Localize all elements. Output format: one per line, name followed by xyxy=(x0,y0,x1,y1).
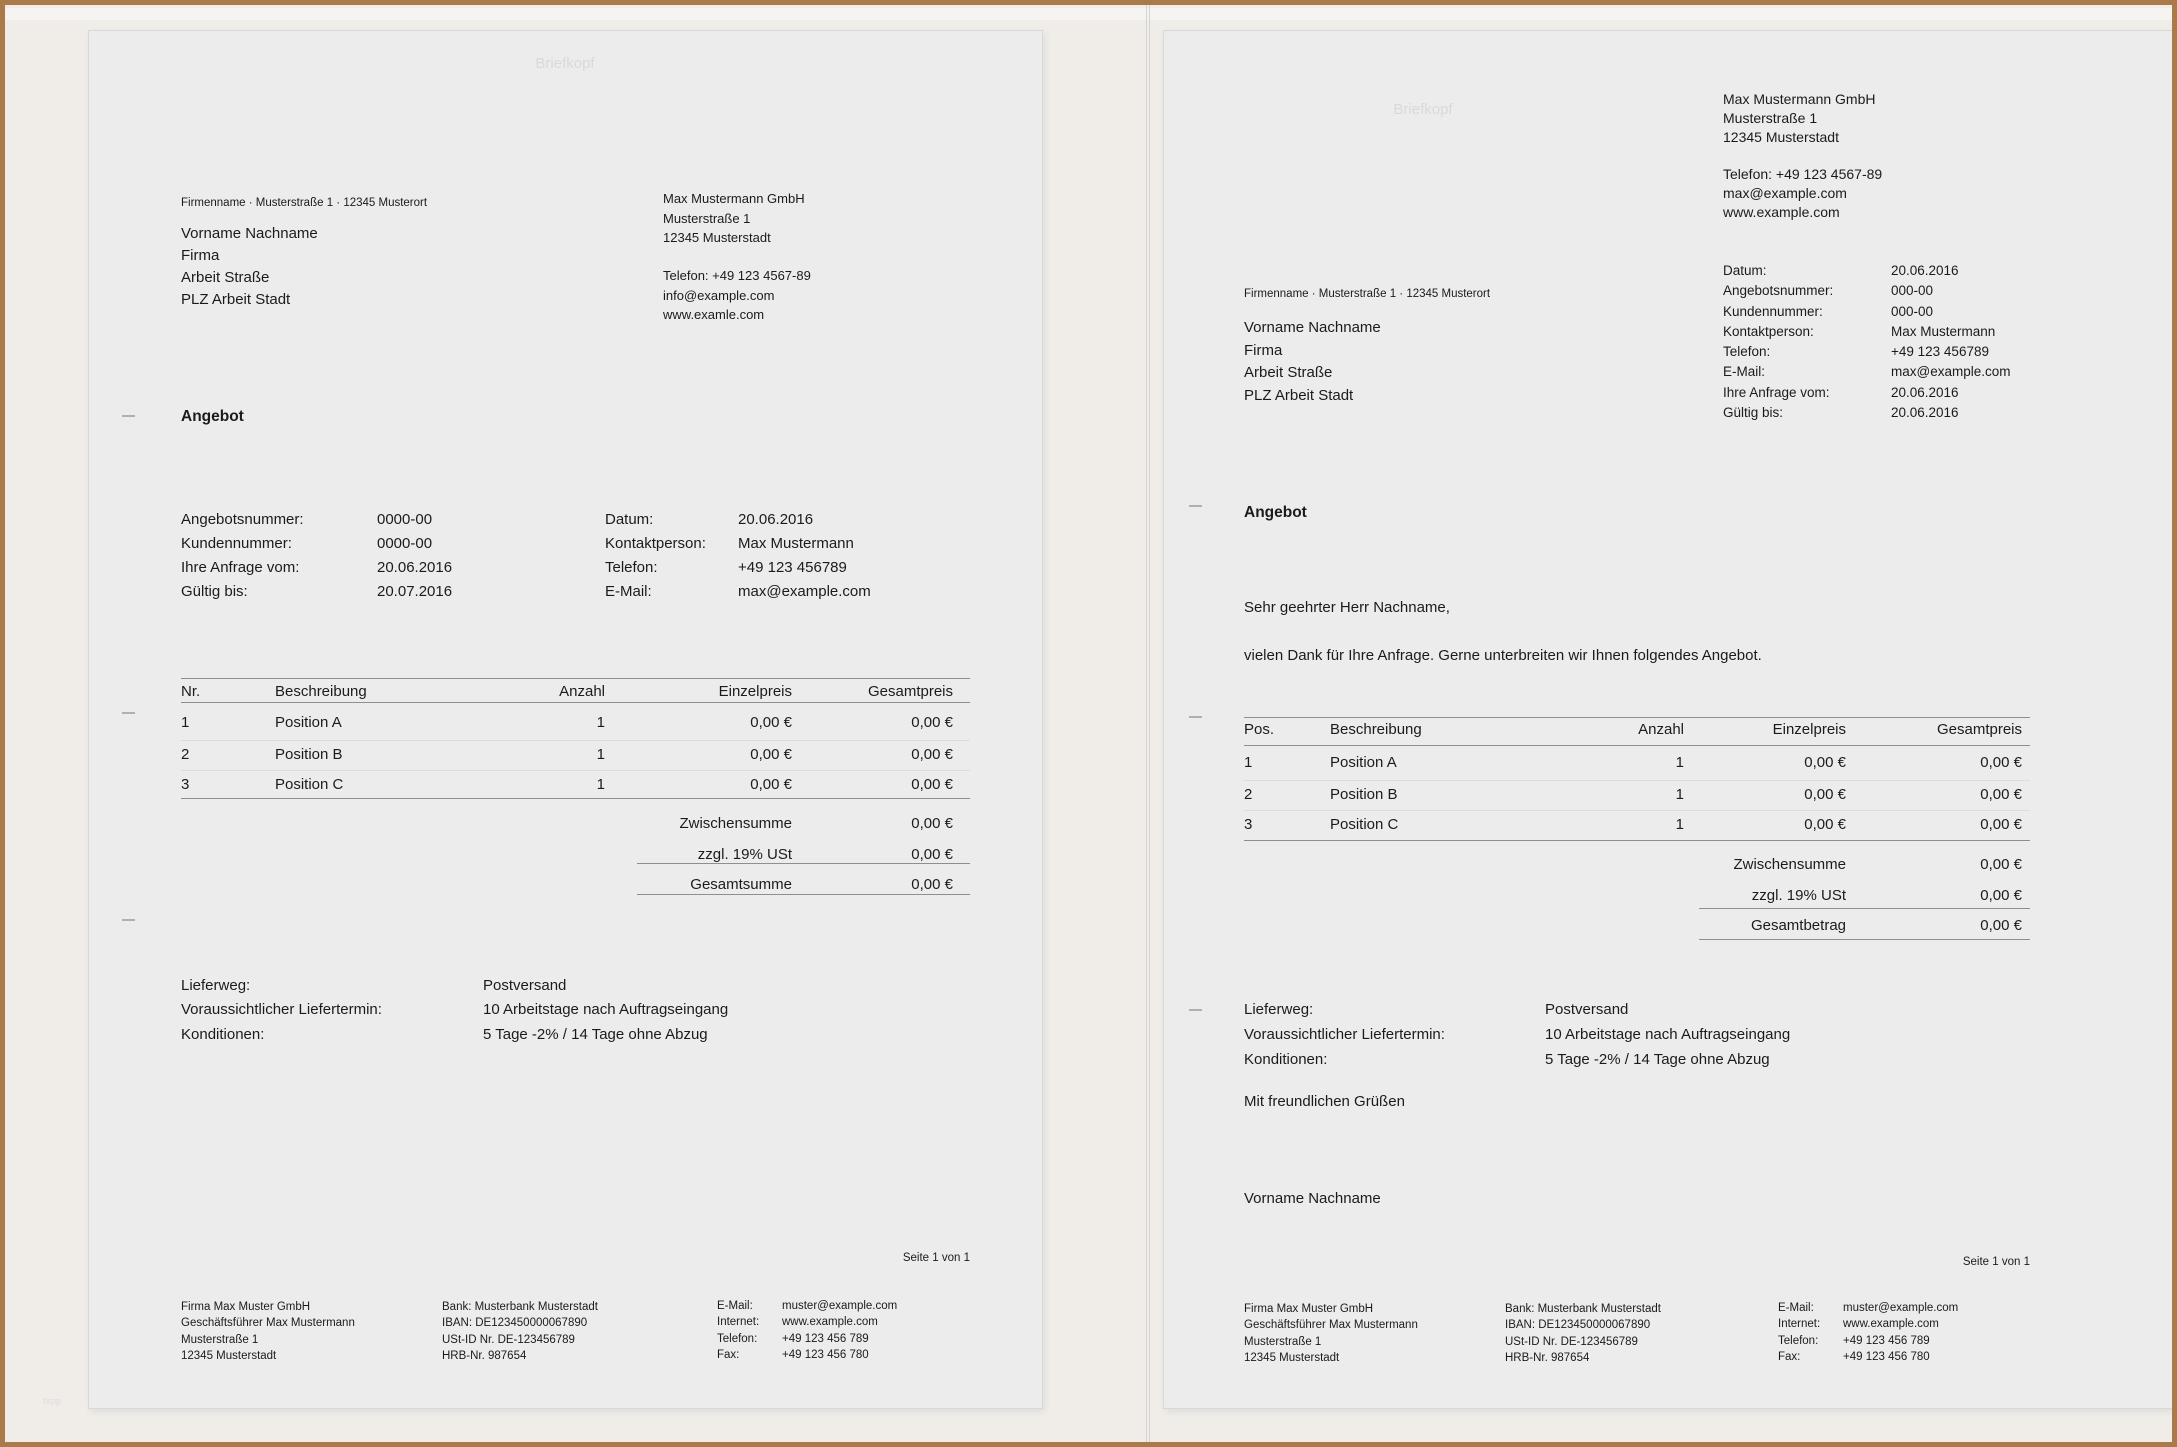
sender-return-line: Firmenname · Musterstraße 1 · 12345 Musterort xyxy=(1244,288,1491,300)
col-header-gesamtpreis: Gesamtpreis xyxy=(867,683,953,700)
items-table-header xyxy=(1244,721,2030,741)
footer-line: IBAN: DE123450000067890 xyxy=(1505,1319,1651,1332)
table-row xyxy=(181,770,970,801)
cell-einzelpreis: 0,00 € xyxy=(750,745,792,763)
delivery-row xyxy=(1244,1026,1944,1051)
recipient-line: Vorname Nachname xyxy=(1244,319,1381,336)
col-header-beschreibung: Beschreibung xyxy=(275,683,367,700)
totals-value: 0,00 € xyxy=(1980,886,2022,904)
meta-row xyxy=(181,511,601,535)
table-row xyxy=(1244,810,2030,841)
document-title: Angebot xyxy=(181,408,244,425)
signature-name: Vorname Nachname xyxy=(1244,1190,1381,1207)
meta-label: Angebotsnummer: xyxy=(1723,283,1834,299)
recipient-line: Vorname Nachname xyxy=(181,225,318,242)
footer-line: Firma Max Muster GmbH xyxy=(1244,1303,1374,1315)
recipient-line: PLZ Arbeit Stadt xyxy=(1244,386,1354,404)
meta-label: Kontaktperson: xyxy=(605,535,706,552)
company-contact-block xyxy=(1723,165,1882,222)
delivery-label: Voraussichtlicher Liefertermin: xyxy=(1244,1026,1445,1043)
meta-label: Gültig bis: xyxy=(1723,405,1784,421)
cell-anzahl: 1 xyxy=(596,776,605,794)
footer-line: Geschäftsführer Max Mustermann xyxy=(181,1317,355,1330)
col-header-anzahl: Anzahl xyxy=(559,683,605,700)
footer-contact-value: muster@example.com xyxy=(782,1300,898,1312)
totals-block xyxy=(1244,851,2030,943)
col-header-pos: Pos. xyxy=(1244,721,1275,738)
table-row xyxy=(1244,780,2030,811)
intro-text: vielen Dank für Ihre Anfrage. Gerne unterbreiten wir Ihnen folgendes Angebot. xyxy=(1244,647,1762,664)
fold-mark xyxy=(122,712,135,714)
meta-row xyxy=(1723,405,2123,425)
cell-anzahl: 1 xyxy=(1675,785,1684,803)
meta-value: Max Mustermann xyxy=(1891,323,1996,339)
footer-contact-row xyxy=(1778,1301,2058,1317)
recipient-block xyxy=(1244,317,1381,407)
meta-row xyxy=(1723,324,2123,344)
table-border xyxy=(1244,745,2030,746)
footer-line: USt-ID Nr. DE-123456789 xyxy=(442,1333,575,1346)
footer-contact-value: +49 123 456 789 xyxy=(1843,1334,1930,1347)
footer-contact-value: +49 123 456 780 xyxy=(782,1349,869,1362)
meta-row xyxy=(181,583,601,607)
closing-text: Mit freundlichen Grüßen xyxy=(1244,1093,1405,1110)
footer-contact-label: E-Mail: xyxy=(1778,1302,1814,1314)
cell-nr: 3 xyxy=(181,776,190,794)
cell-beschreibung: Position C xyxy=(275,776,344,794)
footer-line: HRB-Nr. 987654 xyxy=(1505,1352,1590,1365)
delivery-row xyxy=(1244,1051,1944,1076)
footer-line: 12345 Musterstadt xyxy=(1244,1352,1340,1365)
fold-mark xyxy=(122,415,135,417)
footer-contact-row xyxy=(717,1299,977,1315)
cell-anzahl: 1 xyxy=(596,714,605,731)
fold-mark xyxy=(1189,1009,1202,1011)
page-indicator: Seite 1 von 1 xyxy=(1962,1256,2030,1268)
totals-value: 0,00 € xyxy=(911,815,953,832)
delivery-block xyxy=(1244,1001,1944,1076)
delivery-value: 5 Tage -2% / 14 Tage ohne Abzug xyxy=(483,1025,708,1043)
cell-einzelpreis: 0,00 € xyxy=(750,714,792,731)
footer-contact-label: Fax: xyxy=(717,1349,740,1362)
cell-gesamtpreis: 0,00 € xyxy=(911,714,953,731)
totals-label: Gesamtsumme xyxy=(690,876,792,894)
totals-label: Gesamtbetrag xyxy=(1750,917,1846,935)
delivery-value: Postversand xyxy=(483,977,567,994)
col-header-gesamtpreis: Gesamtpreis xyxy=(1936,721,2022,738)
footer-contact-value: muster@example.com xyxy=(1843,1302,1959,1314)
col-header-einzelpreis: Einzelpreis xyxy=(1772,721,1846,738)
meta-value: 0000-00 xyxy=(377,535,433,552)
totals-value: 0,00 € xyxy=(1980,856,2022,873)
delivery-row xyxy=(1244,1001,1944,1026)
recipient-line: Firma xyxy=(181,247,220,264)
meta-row xyxy=(1723,283,2123,303)
col-header-nr: Nr. xyxy=(181,683,201,700)
delivery-label: Konditionen: xyxy=(181,1025,265,1043)
meta-label: Telefon: xyxy=(1723,344,1771,360)
footer-contact-row xyxy=(1778,1350,2058,1366)
meta-value: 20.07.2016 xyxy=(377,583,453,600)
col-header-anzahl: Anzahl xyxy=(1638,721,1684,738)
cell-beschreibung: Position A xyxy=(1330,754,1397,771)
company-line: Max Mustermann GmbH xyxy=(663,191,805,206)
cell-gesamtpreis: 0,00 € xyxy=(1980,785,2022,803)
totals-label: Zwischensumme xyxy=(1733,856,1846,873)
cell-beschreibung: Position C xyxy=(1330,816,1399,834)
footer-contact-label: E-Mail: xyxy=(717,1300,753,1312)
meta-value: max@example.com xyxy=(738,583,871,600)
delivery-value: 5 Tage -2% / 14 Tage ohne Abzug xyxy=(1545,1051,1770,1068)
footer-contact-row xyxy=(717,1348,977,1364)
footer-contact-row xyxy=(717,1315,977,1331)
meta-value: 0000-00 xyxy=(377,511,433,528)
delivery-value: Postversand xyxy=(1545,1001,1629,1018)
totals-row xyxy=(181,841,970,872)
totals-block xyxy=(181,810,970,902)
company-contact-line: Telefon: +49 123 4567-89 xyxy=(1723,166,1883,182)
footer-line: Bank: Musterbank Musterstadt xyxy=(442,1301,598,1313)
meta-block-left xyxy=(181,511,601,607)
meta-row xyxy=(1723,304,2123,324)
cell-pos: 1 xyxy=(1244,754,1253,771)
footer-contact-label: Telefon: xyxy=(1778,1334,1819,1347)
totals-value: 0,00 € xyxy=(911,845,953,863)
cell-anzahl: 1 xyxy=(596,745,605,763)
table-border xyxy=(181,678,970,679)
meta-value: 000-00 xyxy=(1891,283,1934,299)
footer-contact-column xyxy=(1778,1301,2058,1367)
footer-line: Musterstraße 1 xyxy=(181,1333,259,1346)
meta-value: 20.06.2016 xyxy=(1891,384,1959,400)
col-header-einzelpreis: Einzelpreis xyxy=(718,683,792,700)
cell-einzelpreis: 0,00 € xyxy=(1804,785,1846,803)
items-table-header xyxy=(181,683,970,703)
company-contact-line: info@example.com xyxy=(663,287,775,303)
company-line: Musterstraße 1 xyxy=(1723,110,1818,126)
table-row xyxy=(181,709,970,740)
recipient-line: Arbeit Straße xyxy=(1244,364,1333,381)
delivery-row xyxy=(181,1001,881,1025)
delivery-value: 10 Arbeitstage nach Auftragseingang xyxy=(483,1001,729,1019)
footer-line: Firma Max Muster GmbH xyxy=(181,1301,311,1313)
footer-contact-value: www.example.com xyxy=(1843,1318,1939,1331)
meta-value: 20.06.2016 xyxy=(377,559,453,576)
company-address-block xyxy=(1723,90,1875,147)
table-border xyxy=(1244,717,2030,718)
cell-gesamtpreis: 0,00 € xyxy=(1980,754,2022,771)
delivery-label: Lieferweg: xyxy=(1244,1001,1314,1018)
meta-row xyxy=(1723,385,2123,405)
recipient-line: PLZ Arbeit Stadt xyxy=(181,291,291,308)
totals-row xyxy=(181,810,970,841)
meta-row xyxy=(1723,263,2123,283)
cell-anzahl: 1 xyxy=(1675,754,1684,771)
company-line: 12345 Musterstadt xyxy=(663,230,771,245)
cell-gesamtpreis: 0,00 € xyxy=(1980,816,2022,834)
company-contact-line: Telefon: +49 123 4567-89 xyxy=(663,268,811,283)
company-line: Max Mustermann GmbH xyxy=(1723,91,1876,107)
cell-einzelpreis: 0,00 € xyxy=(750,776,792,794)
watermark-briefkopf-right: Briefkopf xyxy=(1393,101,1453,118)
footer-contact-value: +49 123 456 780 xyxy=(1843,1351,1930,1364)
meta-label: Ihre Anfrage vom: xyxy=(181,559,300,576)
cell-beschreibung: Position B xyxy=(1330,785,1398,803)
cell-gesamtpreis: 0,00 € xyxy=(911,745,953,763)
totals-label: zzgl. 19% USt xyxy=(697,845,792,863)
table-row xyxy=(181,740,970,771)
items-table-body xyxy=(181,709,970,801)
totals-value: 0,00 € xyxy=(911,876,953,894)
totals-label: zzgl. 19% USt xyxy=(1751,886,1846,904)
cell-pos: 3 xyxy=(1244,816,1253,834)
company-address-block xyxy=(663,189,805,248)
sender-return-line: Firmenname · Musterstraße 1 · 12345 Musterort xyxy=(181,197,428,209)
delivery-row xyxy=(181,977,881,1001)
salutation: Sehr geehrter Herr Nachname, xyxy=(1244,599,1450,616)
meta-value: +49 123 456789 xyxy=(738,559,847,576)
footer-contact-column xyxy=(717,1299,977,1365)
totals-row xyxy=(1244,851,2030,882)
delivery-label: Lieferweg: xyxy=(181,977,251,994)
meta-label: Gültig bis: xyxy=(181,583,248,600)
meta-row xyxy=(605,559,985,583)
meta-value: Max Mustermann xyxy=(738,535,854,552)
cell-beschreibung: Position A xyxy=(275,714,342,731)
cell-anzahl: 1 xyxy=(1675,816,1684,834)
meta-label: Telefon: xyxy=(605,559,658,576)
footer-contact-row xyxy=(717,1332,977,1348)
meta-label: Kontaktperson: xyxy=(1723,323,1814,339)
page-indicator: Seite 1 von 1 xyxy=(902,1252,970,1264)
totals-row xyxy=(1244,882,2030,913)
recipient-line: Arbeit Straße xyxy=(181,269,270,286)
company-line: Musterstraße 1 xyxy=(663,210,751,226)
meta-block xyxy=(1723,263,2123,425)
top-edge-highlight xyxy=(5,8,2172,20)
footer-line: USt-ID Nr. DE-123456789 xyxy=(1505,1335,1638,1348)
meta-row xyxy=(181,535,601,559)
footer-line: Geschäftsführer Max Mustermann xyxy=(1244,1319,1418,1332)
company-contact-block xyxy=(663,266,811,325)
fold-mark xyxy=(1189,716,1202,718)
totals-row xyxy=(1244,912,2030,943)
footer-contact-label: Telefon: xyxy=(717,1332,758,1345)
cell-nr: 2 xyxy=(181,745,190,763)
meta-label: Datum: xyxy=(1723,263,1767,278)
meta-value: max@example.com xyxy=(1891,364,2011,380)
footer-line: Bank: Musterbank Musterstadt xyxy=(1505,1303,1661,1315)
footer-contact-value: www.example.com xyxy=(782,1316,878,1329)
col-header-beschreibung: Beschreibung xyxy=(1330,721,1422,738)
footer-contact-value: +49 123 456 789 xyxy=(782,1332,869,1345)
footer-contact-label: Fax: xyxy=(1778,1351,1801,1364)
company-contact-line: www.example.com xyxy=(1723,204,1840,220)
meta-row xyxy=(605,535,985,559)
footer-bank-column xyxy=(442,1299,598,1365)
cell-nr: 1 xyxy=(181,714,190,731)
meta-value: 20.06.2016 xyxy=(738,511,814,528)
meta-value: 000-00 xyxy=(1891,303,1934,319)
meta-value: 20.06.2016 xyxy=(1891,405,1959,421)
meta-row xyxy=(605,583,985,607)
table-row xyxy=(1244,749,2030,780)
totals-value: 0,00 € xyxy=(1980,917,2022,935)
company-contact-line: www.examle.com xyxy=(663,307,765,322)
fold-mark xyxy=(122,919,135,921)
delivery-block xyxy=(181,977,881,1050)
cell-pos: 2 xyxy=(1244,785,1253,803)
meta-block-right xyxy=(605,511,985,607)
pane-divider xyxy=(1146,5,1150,1442)
delivery-label: Konditionen: xyxy=(1244,1051,1328,1068)
footer-line: HRB-Nr. 987654 xyxy=(442,1350,527,1363)
delivery-label: Voraussichtlicher Liefertermin: xyxy=(181,1001,382,1019)
delivery-row xyxy=(181,1026,881,1050)
cell-gesamtpreis: 0,00 € xyxy=(911,776,953,794)
footer-company-column xyxy=(181,1299,355,1365)
watermark-briefkopf-left: Briefkopf xyxy=(535,55,595,72)
meta-row xyxy=(605,511,985,535)
totals-row xyxy=(181,871,970,902)
footer-contact-label: Internet: xyxy=(1778,1318,1821,1331)
meta-label: Datum: xyxy=(605,511,654,528)
meta-label: Ihre Anfrage vom: xyxy=(1723,384,1830,400)
footer-contact-row xyxy=(1778,1334,2058,1350)
meta-label: Kundennummer: xyxy=(181,535,292,552)
meta-label: E-Mail: xyxy=(1723,364,1766,380)
fold-mark xyxy=(1189,505,1202,507)
recipient-block xyxy=(181,223,318,311)
company-contact-line: max@example.com xyxy=(1723,185,1847,201)
footer-bank-column xyxy=(1505,1301,1661,1367)
footer-contact-label: Internet: xyxy=(717,1316,760,1329)
meta-row xyxy=(1723,364,2123,384)
meta-row xyxy=(181,559,601,583)
meta-row xyxy=(1723,344,2123,364)
footer-contact-row xyxy=(1778,1317,2058,1333)
footer-line: IBAN: DE123450000067890 xyxy=(442,1317,588,1330)
meta-label: Angebotsnummer: xyxy=(181,511,304,528)
cell-beschreibung: Position B xyxy=(275,745,343,763)
company-line: 12345 Musterstadt xyxy=(1723,129,1839,145)
meta-value: +49 123 456789 xyxy=(1891,344,1989,360)
corner-watermark: hrpp xyxy=(43,1396,62,1406)
cell-einzelpreis: 0,00 € xyxy=(1804,754,1846,771)
meta-value: 20.06.2016 xyxy=(1891,263,1959,278)
cell-einzelpreis: 0,00 € xyxy=(1804,816,1846,834)
footer-line: 12345 Musterstadt xyxy=(181,1350,277,1363)
meta-label: Kundennummer: xyxy=(1723,303,1823,319)
totals-label: Zwischensumme xyxy=(679,815,792,832)
footer-line: Musterstraße 1 xyxy=(1244,1335,1322,1348)
footer-company-column xyxy=(1244,1301,1418,1367)
recipient-line: Firma xyxy=(1244,341,1283,359)
meta-label: E-Mail: xyxy=(605,583,652,600)
items-table-body xyxy=(1244,749,2030,841)
document-title: Angebot xyxy=(1244,504,1307,521)
delivery-value: 10 Arbeitstage nach Auftragseingang xyxy=(1545,1026,1791,1043)
